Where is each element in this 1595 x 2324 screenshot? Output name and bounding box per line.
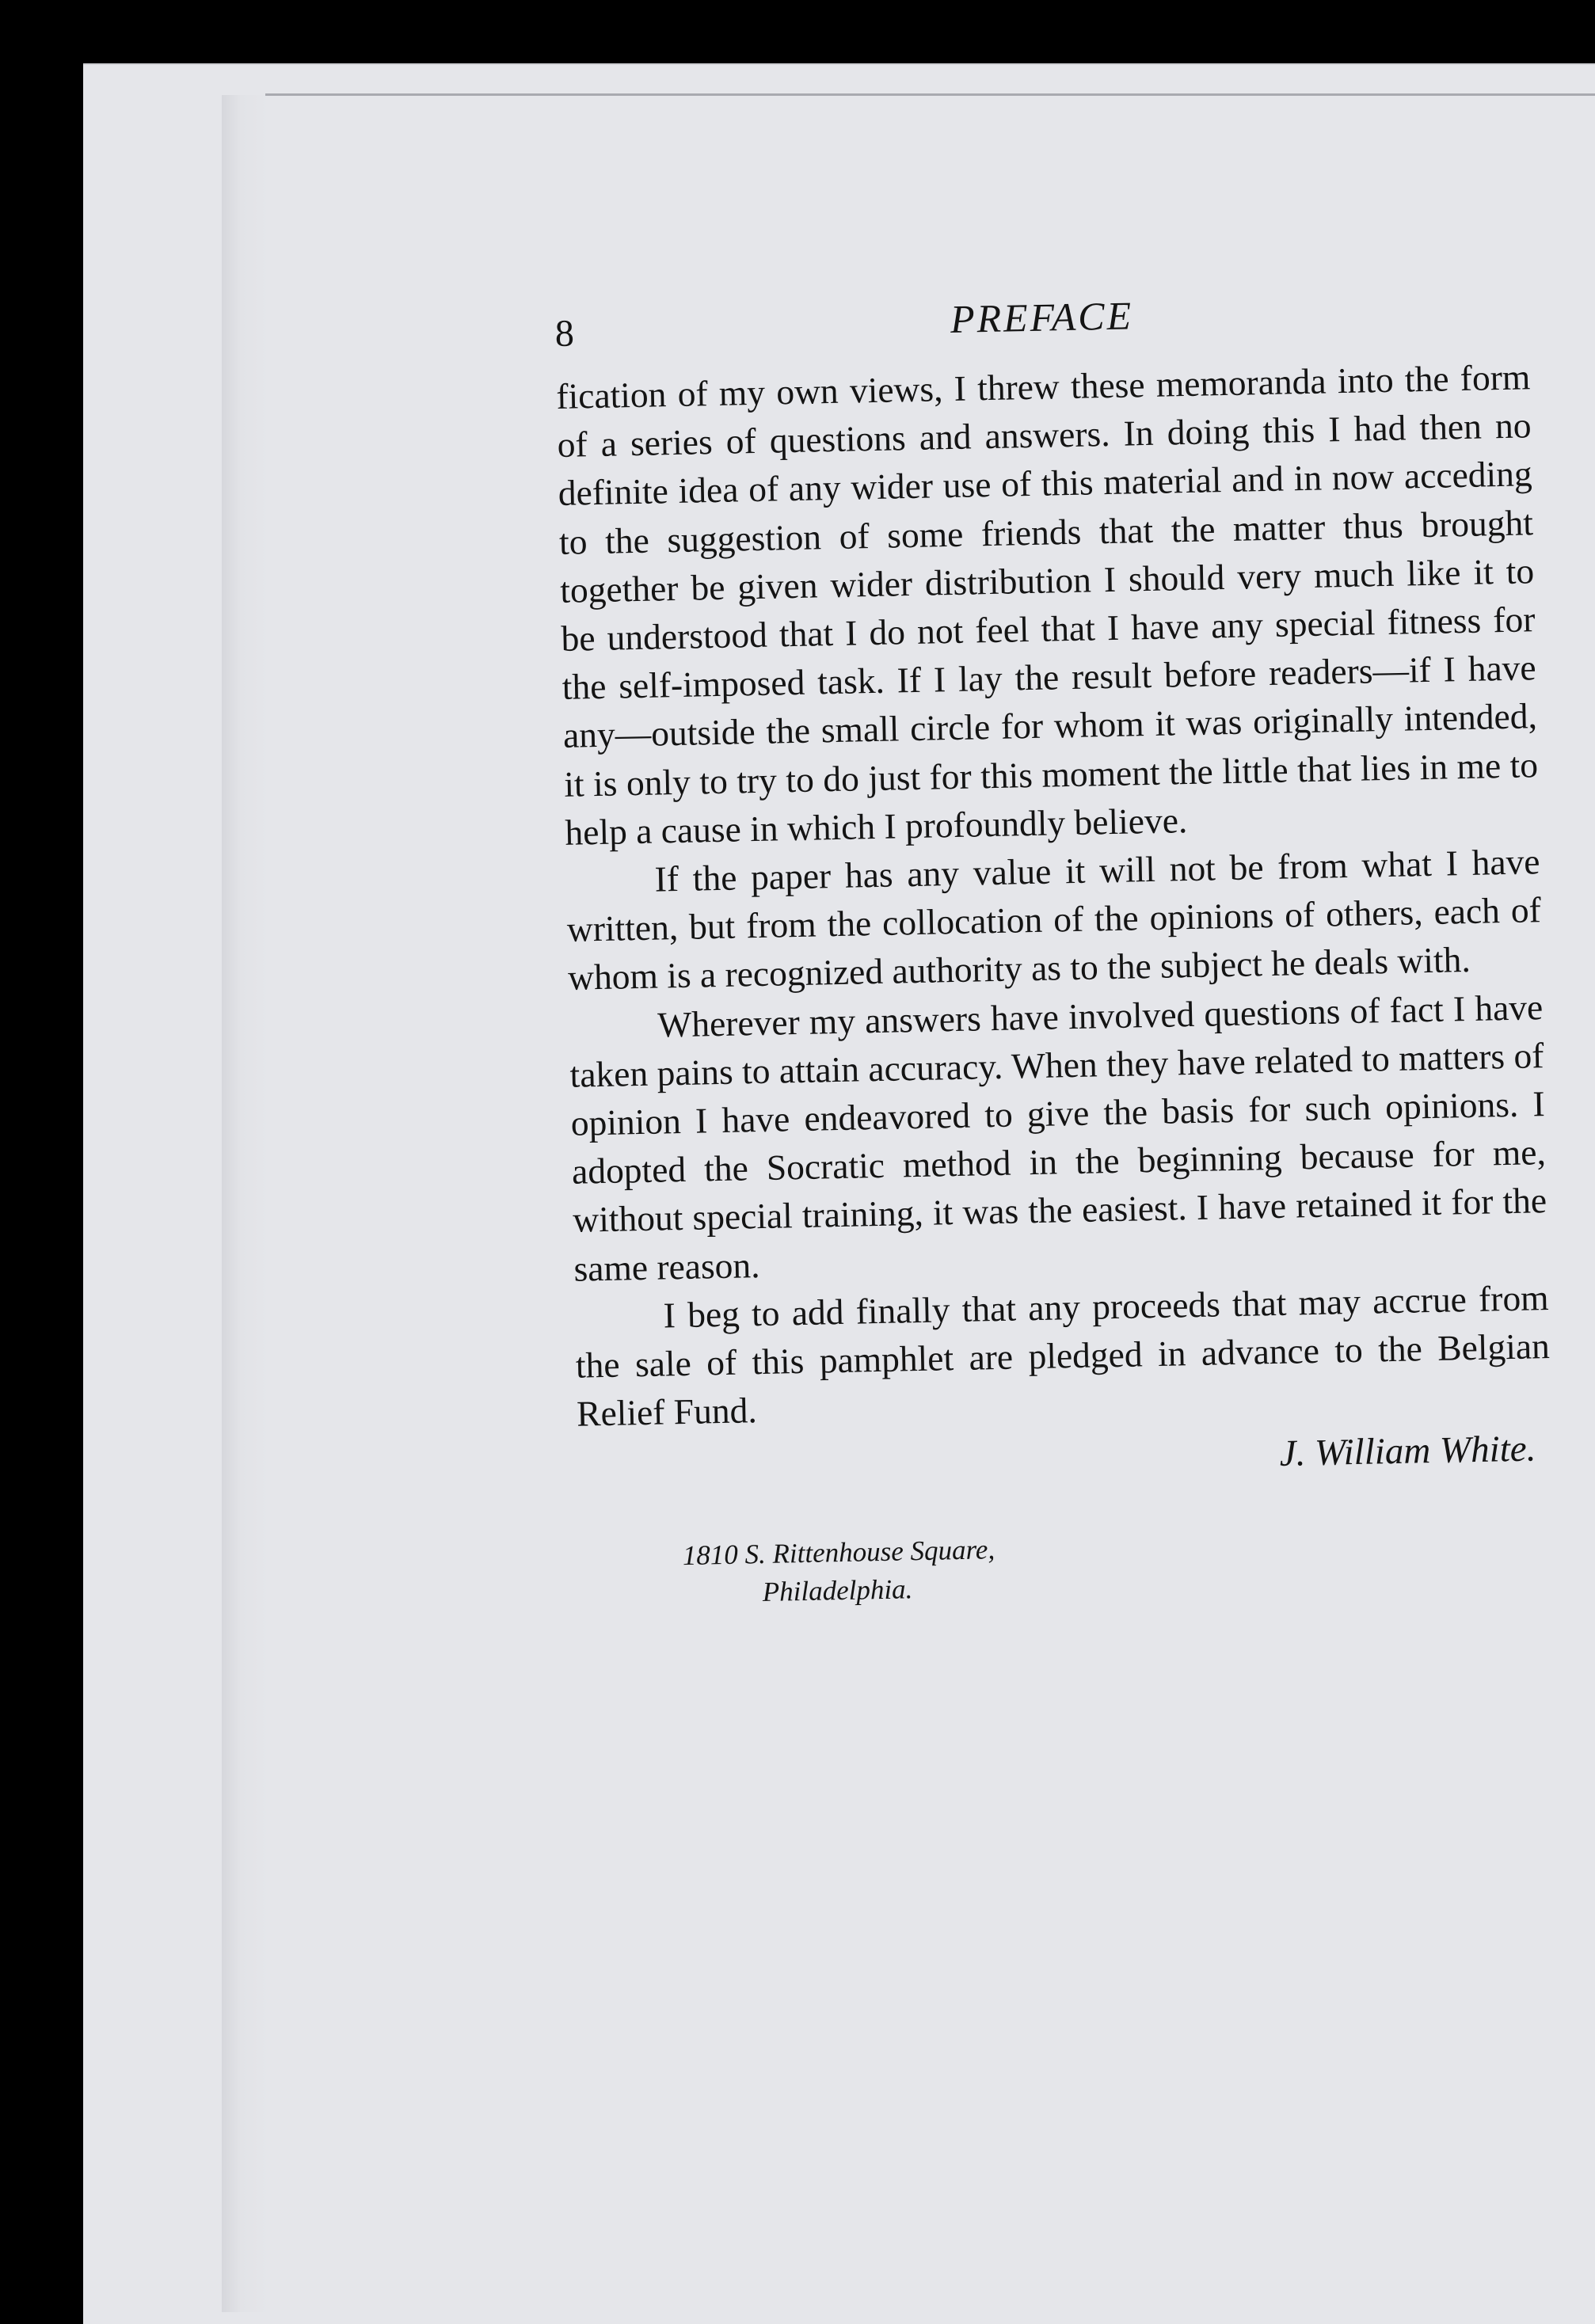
- address-line-1: 1810 S. Rittenhouse Square,: [682, 1534, 995, 1572]
- signature: J. William White.: [1279, 1428, 1536, 1475]
- running-title: PREFACE: [950, 293, 1134, 341]
- page-edge-shadow: [222, 95, 269, 2312]
- address-line-2: Philadelphia.: [762, 1573, 913, 1608]
- page-content: [554, 281, 1560, 1884]
- paragraph-3: Wherever my answers have involved questions of fact I have taken pains to attain accuracy. When they have related to matters of opinion I have endeavored to give the basis for such opinions. I adopted the Socratic method in the beginning because for me, without special training, it was the easiest. I have retained it for the same reason.: [569, 986, 1547, 1289]
- body-text: [556, 352, 1551, 1438]
- address: [682, 1520, 1555, 1613]
- page-number: 8: [554, 312, 575, 355]
- paragraph-4: I beg to add finally that any proceeds that may accrue from the sale of this pamphlet are pledged in advance to the Belgian Relief Fund.: [575, 1276, 1551, 1434]
- paragraph-2: If the paper has any value it will not be from what I have written, but from the collocation of the opinions of others, each of whom is a recognized authority as to the subject he deals with.: [566, 841, 1542, 998]
- page-top-edge: [265, 93, 1595, 96]
- paragraph-1: fication of my own views, I threw these memoranda into the form of a series of questions and answers. In doing this I had then no definite idea of any wider use of this material and in now acceding to the suggestion of some friends that the matter thus brought together be given wider distribution I should very much like it to be understood that I do not feel that I have any special fitness for the self-imposed task. If I lay the result before readers—if I have any—outside the small circle for whom it was originally intended, it is only to try to do just for this moment the little that lies in me to help a cause in which I profoundly believe.: [555, 356, 1539, 853]
